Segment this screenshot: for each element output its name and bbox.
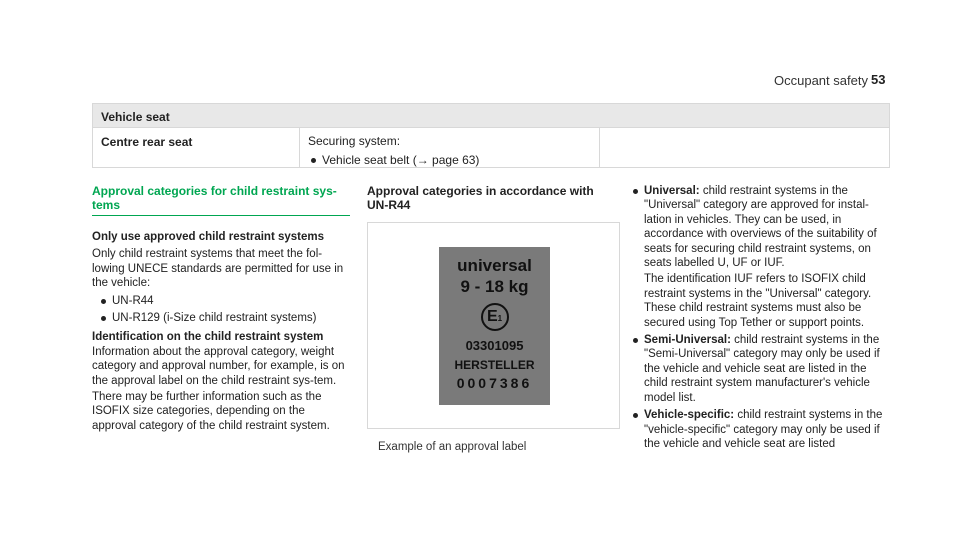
text-universal: child restraint systems in the "Universal" category are approved for instal-lation in vehicles. They can be used, in accordance with overviews of the suitability of seats for securing child restraint systems, on seats labelled U, UF or IUF. — [644, 185, 877, 270]
list-item — [630, 184, 892, 330]
subheading-identification: Identification on the child restraint system — [92, 331, 324, 344]
approval-label-figure — [367, 222, 620, 429]
seat-cell: Centre rear seat — [101, 135, 193, 149]
label-serial: 0007386 — [456, 375, 533, 391]
label-universal: universal — [457, 256, 532, 275]
text-vehicle-specific: child restraint systems in the "vehicle-specific" category may only be used if the vehicle and vehicle seat are listed — [644, 409, 883, 450]
column-left — [92, 184, 350, 433]
list-item — [630, 408, 892, 451]
system-cell — [299, 128, 599, 168]
paragraph-standards: Only child restraint systems that meet the fol-lowing UNECE standards are permitted for use in the vehicle: — [92, 248, 344, 290]
e-mark-icon — [481, 303, 509, 331]
paragraph-isofix: There may be further information such as the ISOFIX size categories, depending on the approval category of the child restraint system. — [92, 391, 330, 432]
bullet-icon — [101, 299, 106, 304]
system-value: Vehicle seat belt (→ page 63) — [322, 153, 480, 167]
column-middle-heading: Approval categories in accordance with UN-R44 — [367, 184, 594, 213]
e-mark-number: 1 — [497, 314, 503, 323]
system-item — [308, 153, 599, 167]
page-number: 53 — [871, 72, 886, 87]
bullet-icon — [311, 158, 316, 163]
list-item-text: UN-R44 — [112, 294, 154, 307]
section-title: Occupant safety — [774, 73, 868, 88]
list-item — [98, 311, 350, 325]
system-label: Securing system: — [308, 134, 401, 148]
bullet-icon — [633, 338, 638, 343]
bullet-icon — [101, 316, 106, 321]
e-mark-letter: E — [486, 308, 498, 325]
subheading-approved: Only use approved child restraint systems — [92, 231, 324, 243]
approval-label-image — [439, 247, 550, 405]
label-manufacturer: HERSTELLER — [454, 358, 535, 372]
vehicle-seat-table — [92, 103, 890, 168]
list-item — [630, 333, 892, 405]
section-heading: Approval categories for child restraint sys-tems — [92, 184, 337, 212]
paragraph-information: Information about the approval category, weight category and approval number, for example, is on the approval label on the child restraint sys-tem. — [92, 345, 345, 387]
text-universal-iuf: The identification IUF refers to ISOFIX child restraint systems in the "Universal" category. These child restraint systems must also be secured using Top Tether or support points. — [644, 273, 872, 329]
heading-rule — [92, 215, 350, 216]
list-item — [98, 294, 350, 308]
bullet-icon — [633, 189, 638, 194]
label-weight: 9 - 18 kg — [460, 277, 529, 296]
text-semi-universal: child restraint systems in the "Semi-Universal" category may only be used if the vehicle and vehicle seat are listed in the child restraint system manufacturer's vehicle model list. — [644, 334, 880, 404]
column-right — [630, 184, 892, 451]
term-semi-universal: Semi-Universal: — [644, 334, 731, 347]
table-header: Vehicle seat — [93, 104, 889, 127]
empty-cell-divider — [599, 128, 600, 168]
label-approval-number: 03301095 — [465, 338, 524, 353]
figure-caption: Example of an approval label — [378, 441, 527, 453]
bullet-icon — [633, 413, 638, 418]
list-item-text: UN-R129 (i-Size child restraint systems) — [112, 312, 317, 325]
term-universal: Universal: — [644, 185, 700, 197]
table-row — [93, 127, 889, 168]
term-vehicle-specific: Vehicle-specific: — [644, 409, 735, 422]
